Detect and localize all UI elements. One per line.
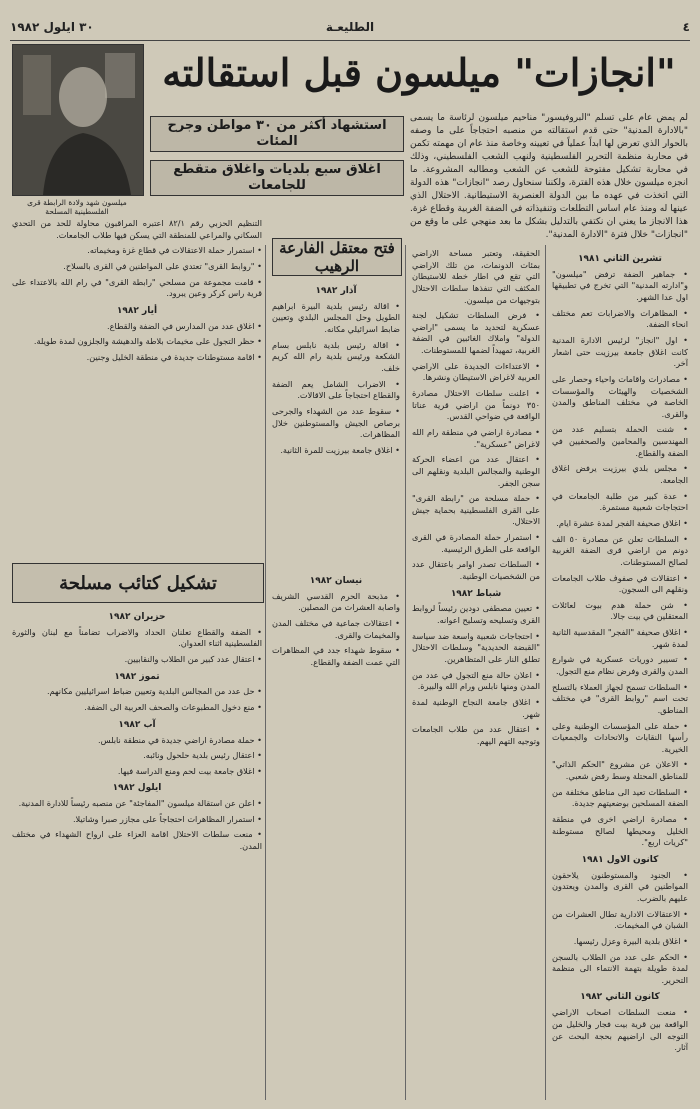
- paragraph: • منعت السلطات اصحاب الاراضي الواقعة بين قرية بيت فجار والخليل من التوجه الى اراضيهم بحجة البحث عن آثار.: [552, 1007, 688, 1053]
- paragraph: • منعت سلطات الاحتلال اقامة العزاء على ارواح الشهداء في مختلف المدن.: [12, 829, 262, 852]
- paragraph: • حل عدد من المجالس البلدية وتعيين ضباط اسرائيليين مكانهم.: [46, 686, 262, 697]
- paragraph: • الجنود والمستوطنون يلاحقون المواطنين في القرى والمدن ويعتدون عليهم بالضرب.: [552, 869, 688, 903]
- paragraph: التنظيم الحزبي رقم ٨٢/١ اعتبره المراقبون محاولة للحد من التحدي السكاني والمراعي للمنطقة التي يسكن فيها طلاب الجامعات.: [12, 218, 262, 240]
- paragraph: • اعلان حالة منع التجول في عدد من المدن ومنها نابلس ورام الله والبيرة.: [412, 669, 540, 692]
- page-header: [10, 18, 690, 41]
- column-rule: [405, 245, 406, 1100]
- paragraph: • اعلنت سلطات الاحتلال مصادرة ٣٥٠ دونماً من اراضي قرية عناتا الواقعة في ضواحي القدس.: [412, 388, 540, 422]
- paragraph: • استمرار حملة المصادرة في القرى الواقعة على الطرق الرئيسية.: [412, 532, 540, 554]
- month-heading: تموز ١٩٨٢: [114, 671, 160, 682]
- paragraph: • اعتقال عدد كبير من الطلاب والنقابيين.: [124, 654, 262, 665]
- month-heading: نيسان ١٩٨٢: [309, 576, 363, 586]
- column-inner-bottom: [272, 570, 400, 1103]
- paragraph: • جماهير الضفة ترفض "ميلسون" و"ادارته المدنية" التي تخرج في تطبيقها اول عدا الشهر.: [552, 268, 688, 303]
- paragraph: • الضفة والقطاع تعلنان الحداد والاضراب تضامناً مع لبنان والثورة الفلسطينية اثناء العدوان.: [12, 626, 262, 649]
- paragraph: • اول "انجاز" لرئيس الادارة المدنية كانت اغلاق جامعة بيرزيت حتى اشعار آخر.: [552, 334, 688, 369]
- paragraph: • تسيير دوريات عسكرية في شوارع المدن والقرى وفرض نظام منع التجول.: [552, 654, 688, 676]
- month-heading: آذار ١٩٨٢: [315, 286, 357, 296]
- paragraph: • اغلاق صحيفة "الفجر" المقدسية الثانية لمدة شهر.: [552, 627, 688, 649]
- paragraph: • السلطات تعلن عن مصادرة ٥٠ الف دونم من اراضي قرى الضفة الغربية لصالح المستوطنات.: [552, 533, 688, 567]
- paragraph: • قامت مجموعة من مسلحي "رابطة القرى" في رام الله بالاعتداء على قرية راس كركر وعين يبرود.: [12, 276, 262, 299]
- paragraph: • اعتقالات جماعية في مختلف المدن والمخيمات والقرى.: [272, 618, 400, 640]
- month-heading: تشرين الثاني ١٩٨١: [578, 254, 662, 264]
- month-heading: شباط ١٩٨٢: [450, 588, 502, 599]
- paragraph: • المظاهرات والاضرابات تعم مختلف انحاء الضفة.: [552, 307, 688, 330]
- paragraph: • حملة مسلحة من "رابطة القرى" على القرى الفلسطينية بحماية جيش الاحتلال.: [412, 493, 540, 527]
- paragraph: • شن حملة هدم بيوت لعائلات المعتقلين في بيت جالا.: [552, 599, 688, 622]
- paragraph: • اقامة مستوطنات جديدة في منطقة الخليل وجنين.: [86, 351, 262, 362]
- paragraph: • حظر التجول على مخيمات بلاطة والدهيشة والجلزون لمدة طويلة.: [33, 336, 262, 347]
- paragraph: • اغلاق جامعة بيرزيت للمرة الثانية.: [280, 444, 400, 455]
- paragraph: • شنت الحملة بتسليم عدد من المهندسين والمحامين والصحفيين في الضفة والقطاع.: [552, 424, 688, 458]
- article-title: "انجازات" ميلسون قبل استقالته: [162, 50, 676, 95]
- column-rule: [545, 245, 546, 1100]
- paragraph: • السلطات تصدر اوامر باعتقال عدد من الشخصيات الوطنية.: [412, 559, 540, 582]
- month-heading: كانون الثاني ١٩٨٢: [580, 992, 660, 1003]
- paragraph: • الاعتقالات الادارية تطال العشرات من الشبان في المخيمات.: [552, 908, 688, 931]
- photo-caption: ميلسون شهد ولادة الرابطة قرى الفلسطينية المسلحة: [27, 198, 127, 216]
- paragraph: • سقوط شهداء جدد في المظاهرات التي عمت الضفة والقطاع.: [272, 645, 400, 667]
- paragraph: • مجلس بلدي بيرزيت يرفض اغلاق الجامعة.: [552, 463, 688, 486]
- paragraph: • اقالة رئيس بلدية نابلس بسام الشكعة ورئيس بلدية رام الله كريم خلف.: [272, 339, 400, 373]
- article-intro: لم يمض عام على تسلم "البروفيسور" مناحيم ميلسون لرئاسة ما يسمى "بالادارة المدنية" حتى قدم استقالته من منصبه احتجاجاً على ما وصفه بالحوار الذي تعرض لها ابداً عملياً في تعيينه وخاصة منذ عام ان مهمته تكمن في محاربة منظمة التحرير الفلسطينية ولنهب الشعب الفلسطيني، وذلك في محاربة تشكيل مفتوحة للشعب عن الشعب ومطالبه المشروعة. ما انجزه ميلسون خلال هذه الفترة، ولكننا سنحاول رصد "انجازات" هذه الدولة التي اتخذت في عهده ما بين الدولة العنصرية الاستيطانية. الاحتلال الذي عينها له ومنذ عام اساس التطلعات وتنفيذاته في الضفة الغربية وقطاع غزة. هذا الانجاز ما يعني ان نكتفي بالتدليل بشكل ما بعد منهجي على ما وقع من "انجازات" خلال فترة "الادارة المدنية".: [410, 113, 688, 241]
- paragraph: • اعتقالات في صفوف طلاب الجامعات ونقلهم الى السجون.: [552, 572, 688, 595]
- paragraph: • الاضراب الشامل يعم الضفة والقطاع احتجاجاً على الاقالات.: [272, 378, 400, 401]
- paragraph: الحقيقة، وتعتبر مساحة الاراضي بمئات الدونمات، من تلك الاراضي التي تقع في اطار خطة للاستيطان المكثف التي تنفذها سلطات الاحتلال بتوجيهات من ميلسون.: [412, 248, 540, 305]
- paragraph: • السلطات تعيد الى مناطق مختلفة من الضفة المسلحين بوضعيتهم جديدة.: [552, 786, 688, 809]
- paragraph: • "روابط القرى" تعتدي على المواطنين في القرى بالسلاح.: [63, 260, 262, 271]
- section-name: الطليعـة: [325, 20, 375, 34]
- paragraph: • حملة على المؤسسات الوطنية وعلى رأسها النقابات والاتحادات والجمعيات الخيرية.: [552, 720, 688, 754]
- column-right: [552, 248, 688, 1103]
- paragraph: • سقوط عدد من الشهداء والجرحى برصاص الجيش والمستوطنين خلال المظاهرات.: [272, 405, 400, 440]
- paragraph: • الاعلان عن مشروع "الحكم الذاتي" للمناطق المحتلة وسط رفض شعبي.: [552, 759, 688, 782]
- subhead-closures: اغلاق سبع بلديات واغلاق متقطع للجامعات: [150, 160, 404, 196]
- photo-milson: [12, 44, 144, 196]
- paragraph: • اقالة رئيس بلدية البيرة ابراهيم الطويل وحل المجلس البلدي وتعيين ضابط اسرائيلي مكانه.: [272, 300, 400, 335]
- month-heading: ايلول ١٩٨٢: [112, 783, 162, 794]
- paragraph: • استمرار المظاهرات احتجاجاً على مجازر صبرا وشاتيلا.: [72, 813, 262, 824]
- column-rule: [265, 245, 266, 1100]
- paragraph: • احتجاجات شعبية واسعة ضد سياسة "القبضة الحديدية" وسلطات الاحتلال تطلق النار على المتظاهرين.: [412, 630, 540, 664]
- paragraph: • حملة مصادرة اراضي جديدة في منطقة نابلس.: [98, 734, 262, 745]
- section-head-faraa: فتح معتقل الفارعة الرهيب: [272, 238, 402, 276]
- portrait-illustration: [13, 45, 143, 195]
- paragraph: • تعيين مصطفى دودين رئيساً لروابط القرى وتسليحه وتسليح اعوانه.: [412, 603, 540, 626]
- column-bottom-left: [12, 606, 262, 1103]
- page-number: ٤: [682, 20, 690, 34]
- paragraph: • مصادرات واقامات واحياء وحصار على الشخصيات والهيئات والمؤسسات الخاصة في مختلف المناطق والمدن والقرى.: [552, 373, 688, 419]
- month-heading: كانون الاول ١٩٨١: [581, 854, 659, 865]
- paragraph: • عدة كبير من طلبة الجامعات في احتجاجات شعبية مستمرة.: [552, 490, 688, 513]
- paragraph: • مذبحة الحرم القدسي الشريف واصابة العشرات من المصلين.: [272, 590, 400, 613]
- paragraph: • فرض السلطات تشكيل لجنة عسكرية لتحديد ما يسمى "اراضي الدولة" واملاك الغائبين في الضفة الغربية، تمهيداً لضمها للمستوطنات.: [412, 310, 540, 356]
- paragraph: • اعلن عن استقالة ميلسون "المفاجئة" عن منصبه رئيساً للادارة المدنية.: [18, 798, 262, 809]
- paragraph: • منع دخول المطبوعات والصحف العربية الى الضفة.: [84, 702, 262, 713]
- paragraph: • اغلاق جامعة النجاح الوطنية لمدة شهر.: [412, 696, 540, 719]
- paragraph: • الحكم على عدد من الطلاب بالسجن لمدة طويلة بتهمة الانتماء الى منظمة التحرير.: [552, 951, 688, 985]
- paragraph: • استمرار حملة الاعتقالات في قطاع غزة ومخيماته.: [87, 245, 262, 256]
- month-heading: آب ١٩٨٢: [118, 719, 156, 730]
- paragraph: • الاعتداءات الجديدة على الاراضي العربية لاغراض الاستيطان ونشرها.: [412, 360, 540, 383]
- paragraph: • مصادرة اراضي في منطقة رام الله لاغراض "عسكرية".: [412, 426, 540, 449]
- paragraph: • اعتقال رئيس بلدية حلحول ونائبه.: [143, 750, 262, 761]
- paragraph: • مصادرة اراضي اخرى في منطقة الخليل ومحيطها لصالح مستوطنة "كريات اربع".: [552, 814, 688, 848]
- paragraph: • اغلاق جامعة بيت لحم ومنع الدراسة فيها.: [117, 765, 262, 776]
- column-left: [12, 218, 262, 563]
- month-heading: أيار ١٩٨٢: [116, 305, 158, 316]
- paragraph: • اعتقال عدد من طلاب الجامعات وتوجيه التهم اليهم.: [412, 724, 540, 746]
- month-heading: حزيران ١٩٨٢: [108, 612, 166, 622]
- paragraph: • اعتقال عدد من اعضاء الحركة الوطنية والمجالس البلدية ونقلهم الى سجن الجفر.: [412, 454, 540, 488]
- issue-date: ٣٠ ايلول ١٩٨٢: [10, 20, 94, 34]
- section-head-armed: تشكيل كتائب مسلحة: [12, 563, 264, 603]
- paragraph: • السلطات تسمح لجهاز العملاء بالتسلح تحت اسم "روابط القرى" في مختلف المناطق.: [552, 681, 688, 715]
- paragraph: • اغلاق صحيفة الفجر لمدة عشرة ايام.: [556, 517, 688, 528]
- paragraph: • اغلاق عدد من المدارس في الضفة والقطاع.: [106, 320, 262, 331]
- subhead-martyrs: استشهاد أكثر من ٣٠ مواطن وجرح المئات: [150, 116, 404, 152]
- column-inner: [272, 280, 400, 565]
- column-middle: [412, 248, 540, 1103]
- paragraph: • اغلاق بلدية البيرة وعزل رئيسها.: [573, 935, 688, 946]
